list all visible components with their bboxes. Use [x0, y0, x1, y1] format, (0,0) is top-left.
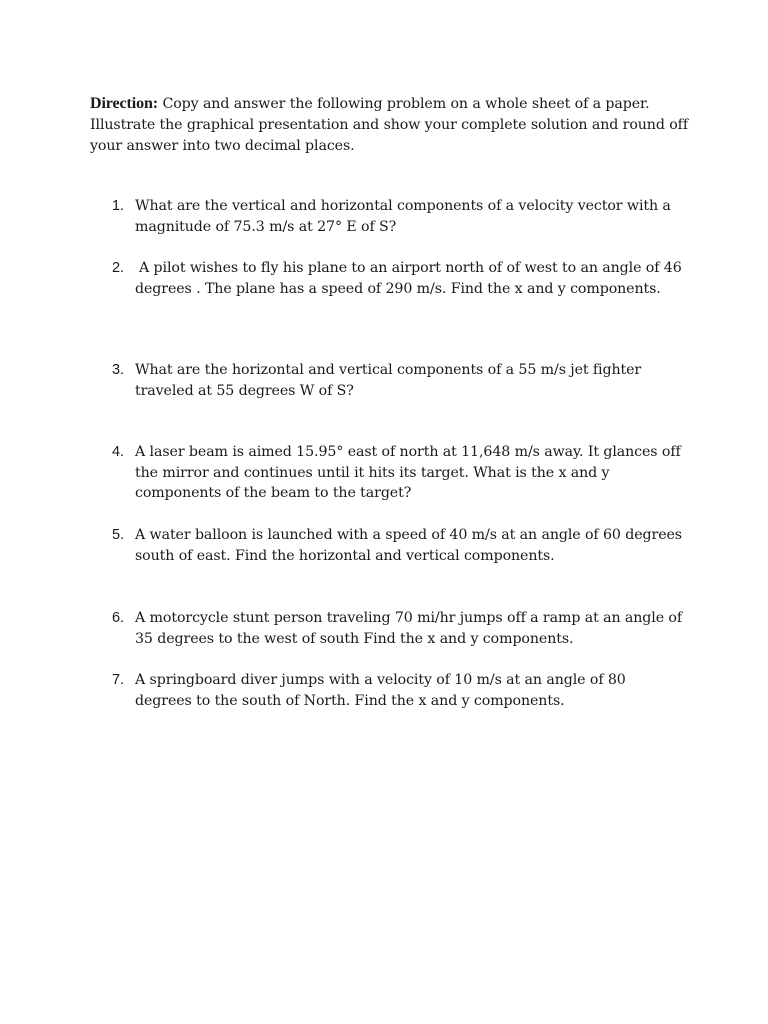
problem-item	[112, 525, 682, 566]
problem-text: A water balloon is launched with a speed of 40 m/s at an angle of 60 degrees south of east. Find the horizontal and vertical components.	[135, 527, 682, 564]
problem-text: What are the horizontal and vertical components of a 55 m/s jet fighter traveled at 55 degrees W of S?	[135, 362, 642, 399]
problem-number: 1.	[112, 198, 124, 214]
problem-text: What are the vertical and horizontal components of a velocity vector with a magnitude of 75.3 m/s at 27° E of S?	[135, 198, 671, 235]
problem-number: 2.	[112, 260, 124, 276]
direction-paragraph	[90, 93, 690, 157]
problem-item	[112, 670, 682, 711]
problem-text: A springboard diver jumps with a velocity of 10 m/s at an angle of 80 degrees to the south of North. Find the x and y components.	[135, 672, 626, 709]
problem-number: 5.	[112, 527, 124, 543]
problem-item	[112, 258, 682, 299]
problem-text: A motorcycle stunt person traveling 70 mi/hr jumps off a ramp at an angle of 35 degrees to the west of south Find the x and y components.	[135, 610, 683, 647]
problem-number: 4.	[112, 444, 124, 460]
problem-item	[112, 608, 682, 649]
problem-item	[112, 360, 682, 401]
problem-number: 6.	[112, 610, 124, 626]
problem-item	[112, 196, 682, 237]
direction-text: Copy and answer the following problem on a whole sheet of a paper. Illustrate the graphical presentation and show your complete solution and round off your answer into two decimal places.	[90, 96, 688, 154]
problem-item	[112, 442, 682, 504]
direction-label: Direction:	[90, 95, 159, 112]
problem-number: 7.	[112, 672, 124, 688]
problem-text: A laser beam is aimed 15.95° east of north at 11,648 m/s away. It glances off the mirror and continues until it hits its target. What is the x and y components of the beam to the target?	[135, 444, 681, 501]
problem-text: A pilot wishes to fly his plane to an airport north of of west to an angle of 46 degrees . The plane has a speed of 290 m/s. Find the x and y components.	[135, 260, 682, 297]
problem-number: 3.	[112, 362, 124, 378]
